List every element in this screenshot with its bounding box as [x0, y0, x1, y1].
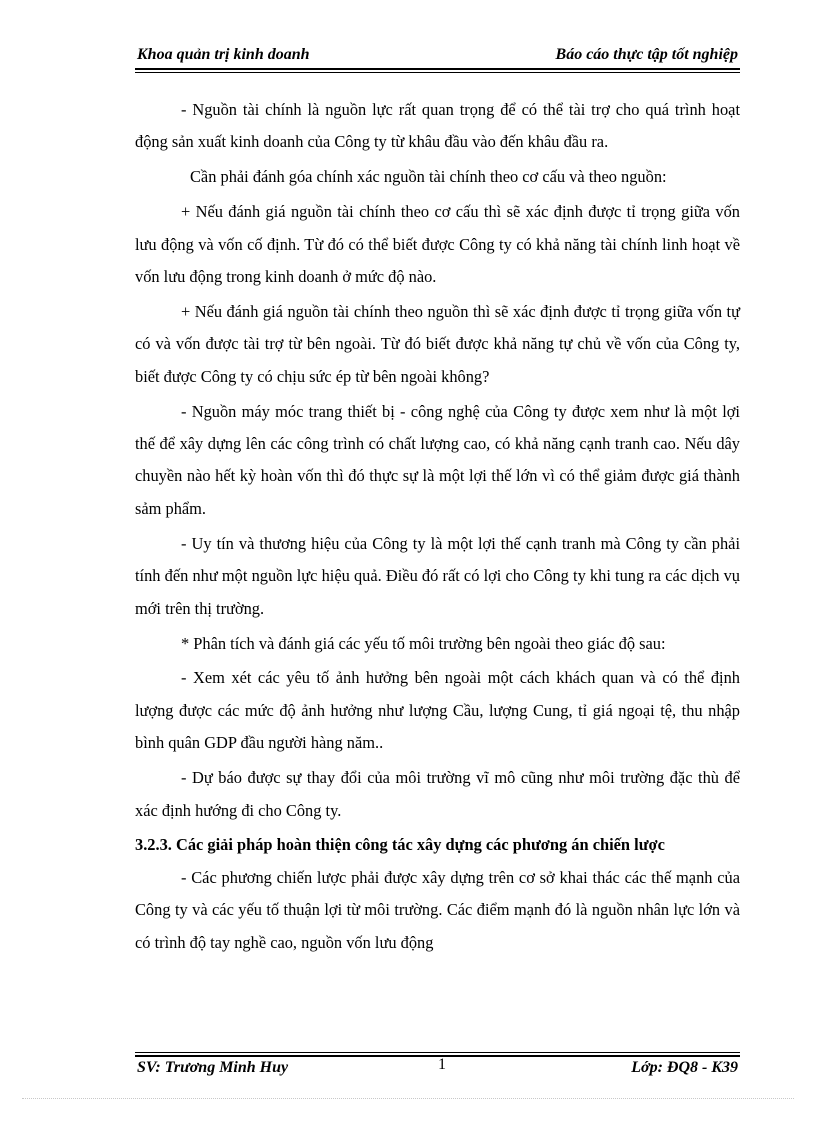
paragraph-financial-evaluation: Cần phải đánh góa chính xác nguồn tài chính theo cơ cấu và theo nguồn:	[190, 167, 667, 187]
paragraph-forecast: - Dự báo được sự thay đổi của môi trường vĩ mô cũng như môi trường đặc thù để xác định hướng đi cho Công ty.	[135, 768, 740, 820]
header-rule-thick	[135, 68, 740, 70]
paragraph-financial-resources: - Nguồn tài chính là nguồn lực rất quan trọng để có thể tài trợ cho quá trình hoạt động sản xuất kinh doanh của Công ty từ khâu đầu vào đến khâu đầu ra.	[135, 100, 740, 152]
footer-rule-thin	[135, 1052, 740, 1053]
header-faculty: Khoa quản trị kinh doanh	[137, 46, 310, 63]
paragraph-external-analysis: * Phân tích và đánh giá các yếu tố môi trường bên ngoài theo giác độ sau:	[181, 633, 666, 653]
page-edge-divider	[22, 1098, 794, 1099]
document-body	[135, 94, 740, 962]
header-report-title: Báo cáo thực tập tốt nghiệp	[555, 46, 738, 63]
header-rule-thin	[135, 72, 740, 73]
paragraph-source-evaluation: + Nếu đánh giá nguồn tài chính theo nguồn thì sẽ xác định được tỉ trọng giữa vốn tự có và vốn được tài trợ từ bên ngoài. Từ đó biết được khả năng tự chủ về vốn của Công ty, biết được Công ty có chịu sức ép từ bên ngoài không?	[135, 301, 740, 386]
page-header	[135, 46, 740, 72]
footer-class: Lớp: ĐQ8 - K39	[631, 1059, 738, 1076]
paragraph-reputation: - Uy tín và thương hiệu của Công ty là một lợi thế cạnh tranh mà Công ty cần phải tính đến như một nguồn lực hiệu quả. Điều đó rất có lợi cho Công ty khi tung ra các dịch vụ mới trên thị trường.	[135, 533, 740, 618]
paragraph-structure-evaluation: + Nếu đánh giá nguồn tài chính theo cơ cấu thì sẽ xác định được tỉ trọng giữa vốn lưu động và vốn cố định. Từ đó có thể biết được Công ty có khả năng tài chính linh hoạt về vốn lưu động trong kinh doanh ở mức độ nào.	[135, 202, 740, 287]
page-number: 1	[438, 1056, 446, 1073]
paragraph-strategy: - Các phương chiến lược phải được xây dựng trên cơ sở khai thác các thế mạnh của Công ty và các yếu tố thuận lợi từ môi trường. Các điểm mạnh đó là nguồn nhân lực lớn và có trình độ tay nghề cao, nguồn vốn lưu động	[135, 867, 740, 952]
section-heading: 3.2.3. Các giải pháp hoàn thiện công tác xây dựng các phương án chiến lược	[135, 835, 665, 855]
page-footer	[135, 1050, 740, 1080]
paragraph-equipment: - Nguồn máy móc trang thiết bị - công nghệ của Công ty được xem như là một lợi thế để xây dựng lên các công trình có chất lượng cao, có khả năng cạnh tranh cao. Nếu dây chuyền nào hết kỳ hoàn vốn thì đó thực sự là một lợi thế lớn vì có thể giảm được giá thành sảm phẩm.	[135, 401, 740, 518]
footer-student-name: SV: Trương Minh Huy	[137, 1059, 289, 1076]
paragraph-external-factors: - Xem xét các yêu tố ảnh hưởng bên ngoài một cách khách quan và có thể định lượng được các mức độ ảnh hưởng như lượng Cầu, lượng Cung, tỉ giá ngoại tệ, thu nhập bình quân GDP đầu người hàng năm..	[135, 668, 740, 753]
